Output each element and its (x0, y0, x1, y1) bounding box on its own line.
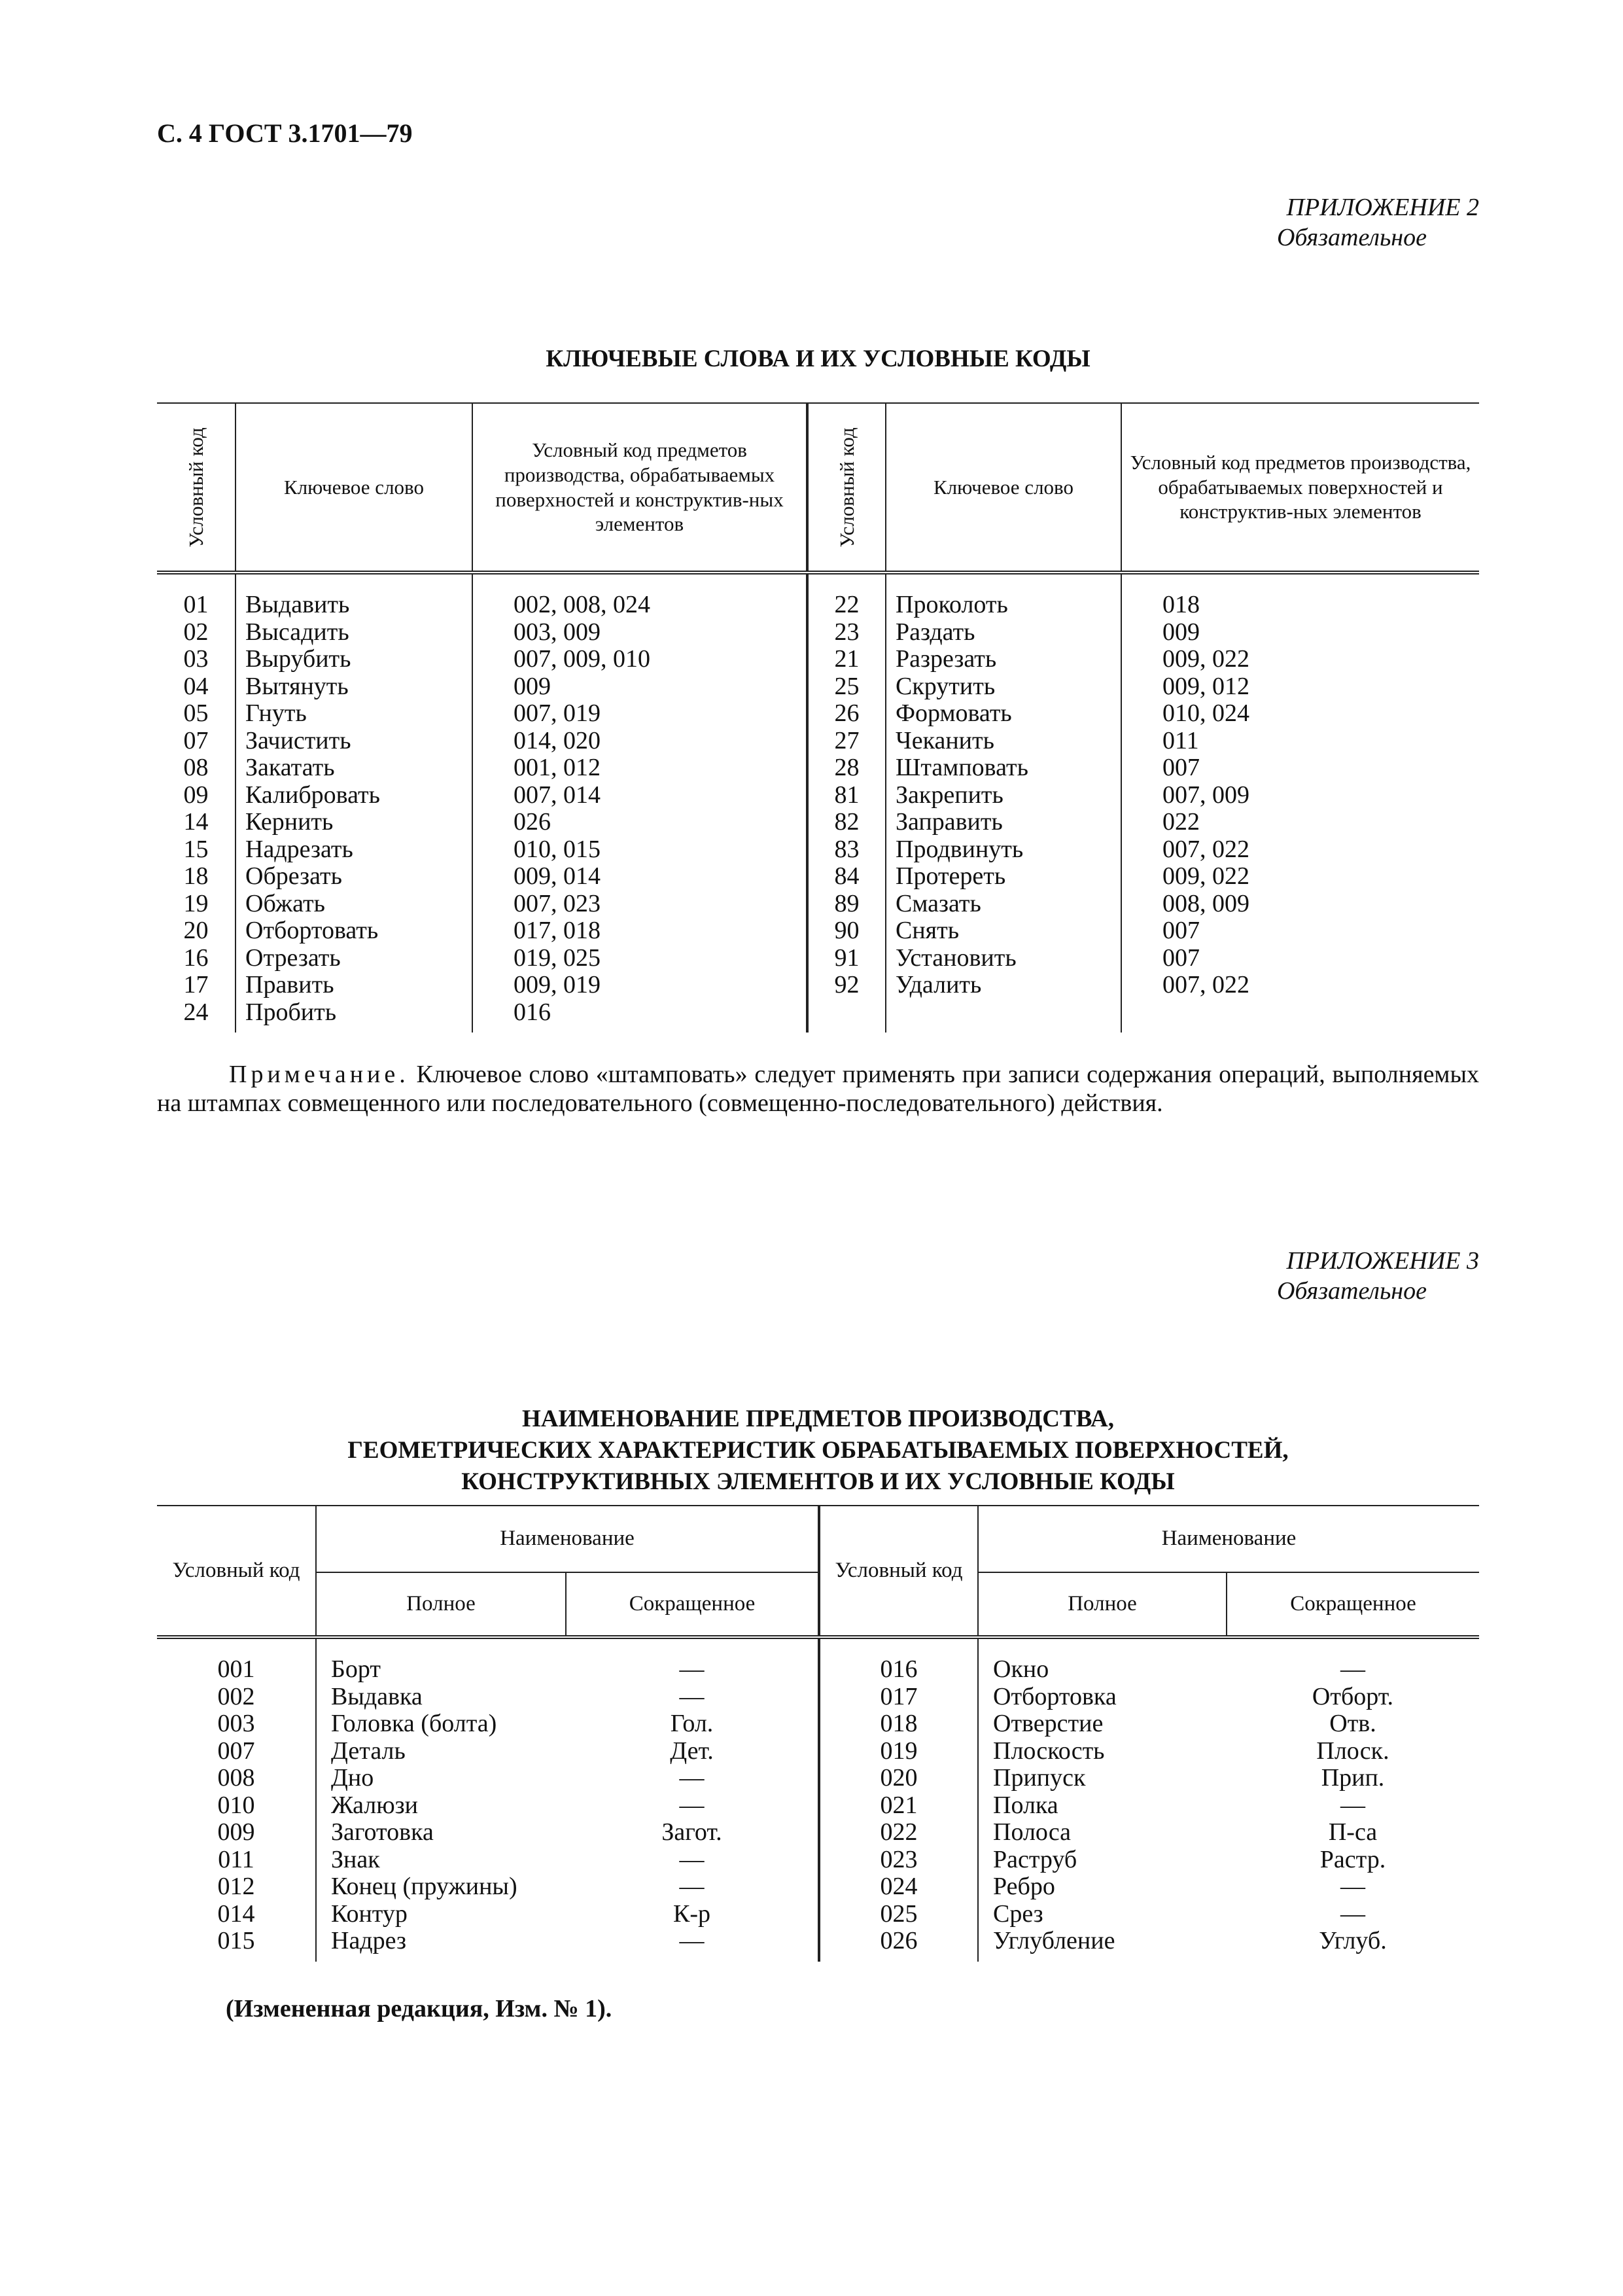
table-row (157, 863, 1479, 891)
code-cell: 19 (183, 889, 209, 917)
objects-cell: 009, 019 (472, 972, 807, 999)
code-cell: 020 (819, 1765, 978, 1792)
header-name-right: Наименование (978, 1506, 1479, 1572)
table-row (157, 972, 1479, 999)
code-cell: 021 (819, 1792, 978, 1820)
objects-cell: 007, 022 (1121, 836, 1479, 864)
full-name-cell: Надрез (316, 1928, 566, 1962)
short-name-cell: — (679, 1764, 705, 1792)
full-name-cell: Ребро (978, 1873, 1227, 1901)
code-cell: 91 (807, 945, 886, 972)
short-name-cell: — (679, 1873, 705, 1900)
table-row (157, 891, 1479, 918)
table-2-title-line: КОНСТРУКТИВНЫХ ЭЛЕМЕНТОВ И ИХ УСЛОВНЫЕ КОДЫ (461, 1468, 1175, 1496)
code-cell: 28 (807, 754, 886, 782)
header-name-left: Наименование (316, 1506, 819, 1572)
keyword-cell: Править (236, 972, 472, 999)
objects-cell: 007 (1121, 945, 1479, 972)
objects-cell: 022 (1121, 809, 1479, 836)
code-cell: 17 (183, 971, 209, 998)
keyword-cell: Штамповать (886, 754, 1121, 782)
keyword-cell: Пробить (236, 999, 472, 1033)
keyword-cell: Зачистить (236, 728, 472, 755)
short-name-cell: Отв. (1329, 1710, 1376, 1737)
full-name-cell: Дно (316, 1765, 566, 1792)
keyword-cell (886, 999, 1121, 1033)
short-name-cell: П-са (1328, 1818, 1378, 1846)
keyword-cell: Установить (886, 945, 1121, 972)
short-name-cell: Плоск. (1316, 1737, 1389, 1765)
keyword-cell: Протереть (886, 863, 1121, 891)
keywords-table (157, 402, 1479, 1033)
code-cell: 014 (217, 1899, 255, 1928)
table-row (157, 619, 1479, 646)
keyword-cell: Надрезать (236, 836, 472, 864)
objects-cell: 007, 019 (472, 700, 807, 728)
objects-cell: 007, 009, 010 (472, 646, 807, 673)
objects-cell: 016 (472, 999, 807, 1033)
short-name-cell: Отборт. (1312, 1682, 1394, 1710)
code-cell: 017 (819, 1684, 978, 1711)
keyword-cell: Обрезать (236, 863, 472, 891)
objects-cell: 007, 023 (472, 891, 807, 918)
full-name-cell: Полка (978, 1792, 1227, 1820)
short-name-cell: Загот. (661, 1818, 722, 1846)
keyword-cell: Закрепить (886, 782, 1121, 809)
header-code-left: Условный код (157, 1506, 316, 1637)
objects-cell: 007 (1121, 754, 1479, 782)
objects-cell: 010, 015 (472, 836, 807, 864)
keyword-cell: Кернить (236, 809, 472, 836)
header-full-right: Полное (978, 1572, 1227, 1637)
header-word-right: Ключевое слово (886, 403, 1121, 573)
objects-cell: 009, 014 (472, 863, 807, 891)
table-row (157, 754, 1479, 782)
code-cell: 018 (819, 1710, 978, 1738)
table-row (157, 1637, 1479, 1684)
code-cell: 09 (183, 781, 209, 809)
objects-table-body (157, 1637, 1479, 1962)
code-cell: 89 (807, 891, 886, 918)
objects-table (157, 1505, 1479, 1962)
short-name-cell: Гол. (670, 1710, 714, 1737)
full-name-cell: Окно (978, 1637, 1227, 1684)
objects-cell: 014, 020 (472, 728, 807, 755)
code-cell (807, 999, 886, 1033)
code-cell: 26 (807, 700, 886, 728)
full-name-cell: Плоскость (978, 1738, 1227, 1765)
note-text: Ключевое слово «штамповать» следует применять при записи содержания операций, выполняемых на штампах совмещенного или последовательного (совмещенно-последовательного) действия. (157, 1061, 1480, 1117)
table-row (157, 809, 1479, 836)
header-objects-right: Условный код предметов производства, обрабатываемых поверхностей и конструктив-ных элементов (1121, 403, 1479, 573)
header-code-left: Условный код (157, 403, 236, 573)
code-cell: 07 (183, 726, 209, 754)
code-cell: 04 (183, 672, 209, 700)
header-short-right: Сокращенное (1227, 1572, 1479, 1637)
code-cell: 008 (217, 1764, 255, 1792)
code-cell: 02 (183, 618, 209, 646)
objects-cell: 017, 018 (472, 917, 807, 945)
objects-cell: 026 (472, 809, 807, 836)
code-cell: 27 (807, 728, 886, 755)
code-cell: 08 (183, 754, 209, 781)
table-row (157, 1928, 1479, 1962)
code-cell: 009 (217, 1818, 255, 1846)
keyword-cell: Удалить (886, 972, 1121, 999)
code-cell: 82 (807, 809, 886, 836)
objects-cell: 009 (1121, 619, 1479, 646)
code-cell: 22 (807, 573, 886, 619)
table-row (157, 836, 1479, 864)
short-name-cell: — (679, 1655, 705, 1683)
keyword-cell: Гнуть (236, 700, 472, 728)
short-name-cell: — (679, 1927, 705, 1954)
note-label: Примечание. (229, 1061, 410, 1088)
keyword-cell: Калибровать (236, 782, 472, 809)
appendix-3-kind: Обязательное (1276, 1277, 1427, 1305)
table-row (157, 945, 1479, 972)
full-name-cell: Полоса (978, 1819, 1227, 1846)
objects-cell: 010, 024 (1121, 700, 1479, 728)
table-row (157, 646, 1479, 673)
full-name-cell: Отверстие (978, 1710, 1227, 1738)
table-row (157, 1738, 1479, 1765)
code-cell: 14 (183, 808, 209, 836)
objects-cell: 009 (472, 673, 807, 701)
code-cell: 012 (217, 1873, 255, 1900)
keyword-cell: Раздать (886, 619, 1121, 646)
full-name-cell: Деталь (316, 1738, 566, 1765)
keyword-cell: Снять (886, 917, 1121, 945)
code-cell: 83 (807, 836, 886, 864)
keyword-cell: Чеканить (886, 728, 1121, 755)
code-cell: 002 (217, 1682, 255, 1710)
code-cell: 03 (183, 645, 209, 673)
code-cell: 21 (807, 646, 886, 673)
header-objects-left: Условный код предметов производства, обрабатываемых поверхностей и конструктив-ных элементов (472, 403, 807, 573)
table-row (157, 1846, 1479, 1874)
code-cell: 003 (217, 1710, 255, 1737)
code-cell: 15 (183, 835, 209, 863)
short-name-cell: — (679, 1845, 705, 1873)
objects-cell: 018 (1121, 573, 1479, 619)
keyword-cell: Скрутить (886, 673, 1121, 701)
table-2-title-line: ГЕОМЕТРИЧЕСКИХ ХАРАКТЕРИСТИК ОБРАБАТЫВАЕМЫХ ПОВЕРХНОСТЕЙ, (347, 1437, 1289, 1464)
table-row (157, 782, 1479, 809)
short-name-cell: — (1340, 1791, 1365, 1819)
short-name-cell: Прип. (1321, 1764, 1385, 1792)
keyword-cell: Обжать (236, 891, 472, 918)
revision-note: (Измененная редакция, Изм. № 1). (226, 1995, 612, 2022)
table-row (157, 1684, 1479, 1711)
table-row (157, 917, 1479, 945)
full-name-cell: Знак (316, 1846, 566, 1874)
code-cell: 022 (819, 1819, 978, 1846)
header-short-left: Сокращенное (566, 1572, 819, 1637)
appendix-3-label (1277, 1246, 1479, 1306)
code-cell: 18 (183, 862, 209, 890)
full-name-cell: Припуск (978, 1765, 1227, 1792)
short-name-cell: — (1340, 1899, 1365, 1928)
code-cell: 20 (183, 917, 209, 944)
keyword-cell: Отрезать (236, 945, 472, 972)
code-cell: 90 (807, 917, 886, 945)
keyword-cell: Проколоть (886, 573, 1121, 619)
code-cell: 007 (217, 1737, 255, 1765)
full-name-cell: Головка (болта) (316, 1710, 566, 1738)
table-row (157, 1710, 1479, 1738)
table-row (157, 673, 1479, 701)
objects-cell: 007, 022 (1121, 972, 1479, 999)
code-cell: 019 (819, 1738, 978, 1765)
short-name-cell: — (679, 1682, 705, 1710)
code-cell: 01 (183, 591, 209, 618)
table-row (157, 1765, 1479, 1792)
header-code-right: Условный код (819, 1506, 978, 1637)
keyword-cell: Высадить (236, 619, 472, 646)
code-cell: 84 (807, 863, 886, 891)
keywords-table-body (157, 573, 1479, 1033)
short-name-cell: Дет. (670, 1737, 714, 1765)
code-cell: 010 (217, 1791, 255, 1819)
full-name-cell: Жалюзи (316, 1792, 566, 1820)
objects-cell: 007 (1121, 917, 1479, 945)
code-cell: 24 (183, 998, 209, 1026)
full-name-cell: Углубление (978, 1928, 1227, 1962)
header-code-right: Условный код (807, 403, 886, 573)
code-cell: 025 (819, 1901, 978, 1928)
short-name-cell: Растр. (1319, 1845, 1386, 1873)
objects-cell: 001, 012 (472, 754, 807, 782)
keyword-cell: Отбортовать (236, 917, 472, 945)
table-2-title-line: НАИМЕНОВАНИЕ ПРЕДМЕТОВ ПРОИЗВОДСТВА, (521, 1405, 1115, 1432)
full-name-cell: Выдавка (316, 1684, 566, 1711)
keyword-cell: Формовать (886, 700, 1121, 728)
code-cell: 23 (807, 619, 886, 646)
full-name-cell: Раструб (978, 1846, 1227, 1874)
code-cell: 026 (819, 1928, 978, 1962)
full-name-cell: Борт (316, 1637, 566, 1684)
table-row (157, 1901, 1479, 1928)
table-row (157, 1792, 1479, 1820)
table-row (157, 999, 1479, 1033)
keyword-cell: Разрезать (886, 646, 1121, 673)
keyword-cell: Выдавить (236, 573, 472, 619)
code-cell: 023 (819, 1846, 978, 1874)
full-name-cell: Конец (пружины) (316, 1873, 566, 1901)
objects-cell: 003, 009 (472, 619, 807, 646)
code-cell: 015 (217, 1927, 255, 1954)
objects-cell (1121, 999, 1479, 1033)
short-name-cell: — (1340, 1655, 1365, 1683)
appendix-2-kind: Обязательное (1276, 223, 1427, 251)
table-row (157, 700, 1479, 728)
keyword-cell: Закатать (236, 754, 472, 782)
header-word-left: Ключевое слово (236, 403, 472, 573)
code-cell: 81 (807, 782, 886, 809)
appendix-2-label (1277, 193, 1479, 253)
appendix-2-title: ПРИЛОЖЕНИЕ 2 (1286, 194, 1479, 221)
keyword-cell: Заправить (886, 809, 1121, 836)
short-name-cell: К-р (673, 1899, 710, 1928)
objects-cell: 008, 009 (1121, 891, 1479, 918)
code-cell: 16 (183, 944, 209, 972)
full-name-cell: Контур (316, 1901, 566, 1928)
objects-cell: 007, 009 (1121, 782, 1479, 809)
table-row (157, 1819, 1479, 1846)
full-name-cell: Заготовка (316, 1819, 566, 1846)
code-cell: 05 (183, 699, 209, 727)
code-cell: 001 (217, 1655, 255, 1683)
table-2-title (157, 1404, 1479, 1498)
code-cell: 011 (218, 1845, 254, 1873)
objects-cell: 007, 014 (472, 782, 807, 809)
keyword-cell: Продвинуть (886, 836, 1121, 864)
page-header: С. 4 ГОСТ 3.1701—79 (157, 118, 413, 148)
keyword-cell: Вытянуть (236, 673, 472, 701)
short-name-cell: — (1340, 1873, 1365, 1900)
code-cell: 92 (807, 972, 886, 999)
objects-cell: 009, 012 (1121, 673, 1479, 701)
code-cell: 016 (819, 1637, 978, 1684)
full-name-cell: Отбортовка (978, 1684, 1227, 1711)
table-row (157, 728, 1479, 755)
short-name-cell: — (679, 1791, 705, 1819)
objects-cell: 009, 022 (1121, 646, 1479, 673)
table-1-title: КЛЮЧЕВЫЕ СЛОВА И ИХ УСЛОВНЫЕ КОДЫ (546, 345, 1091, 372)
header-full-left: Полное (316, 1572, 566, 1637)
objects-cell: 009, 022 (1121, 863, 1479, 891)
code-cell: 25 (807, 673, 886, 701)
table-row (157, 1873, 1479, 1901)
code-cell: 024 (819, 1873, 978, 1901)
keyword-cell: Вырубить (236, 646, 472, 673)
appendix-3-title: ПРИЛОЖЕНИЕ 3 (1286, 1247, 1479, 1275)
note (157, 1060, 1479, 1118)
objects-cell: 019, 025 (472, 945, 807, 972)
full-name-cell: Срез (978, 1901, 1227, 1928)
objects-cell: 002, 008, 024 (472, 573, 807, 619)
short-name-cell: Углуб. (1319, 1927, 1387, 1954)
objects-cell: 011 (1121, 728, 1479, 755)
table-row (157, 573, 1479, 619)
keyword-cell: Смазать (886, 891, 1121, 918)
